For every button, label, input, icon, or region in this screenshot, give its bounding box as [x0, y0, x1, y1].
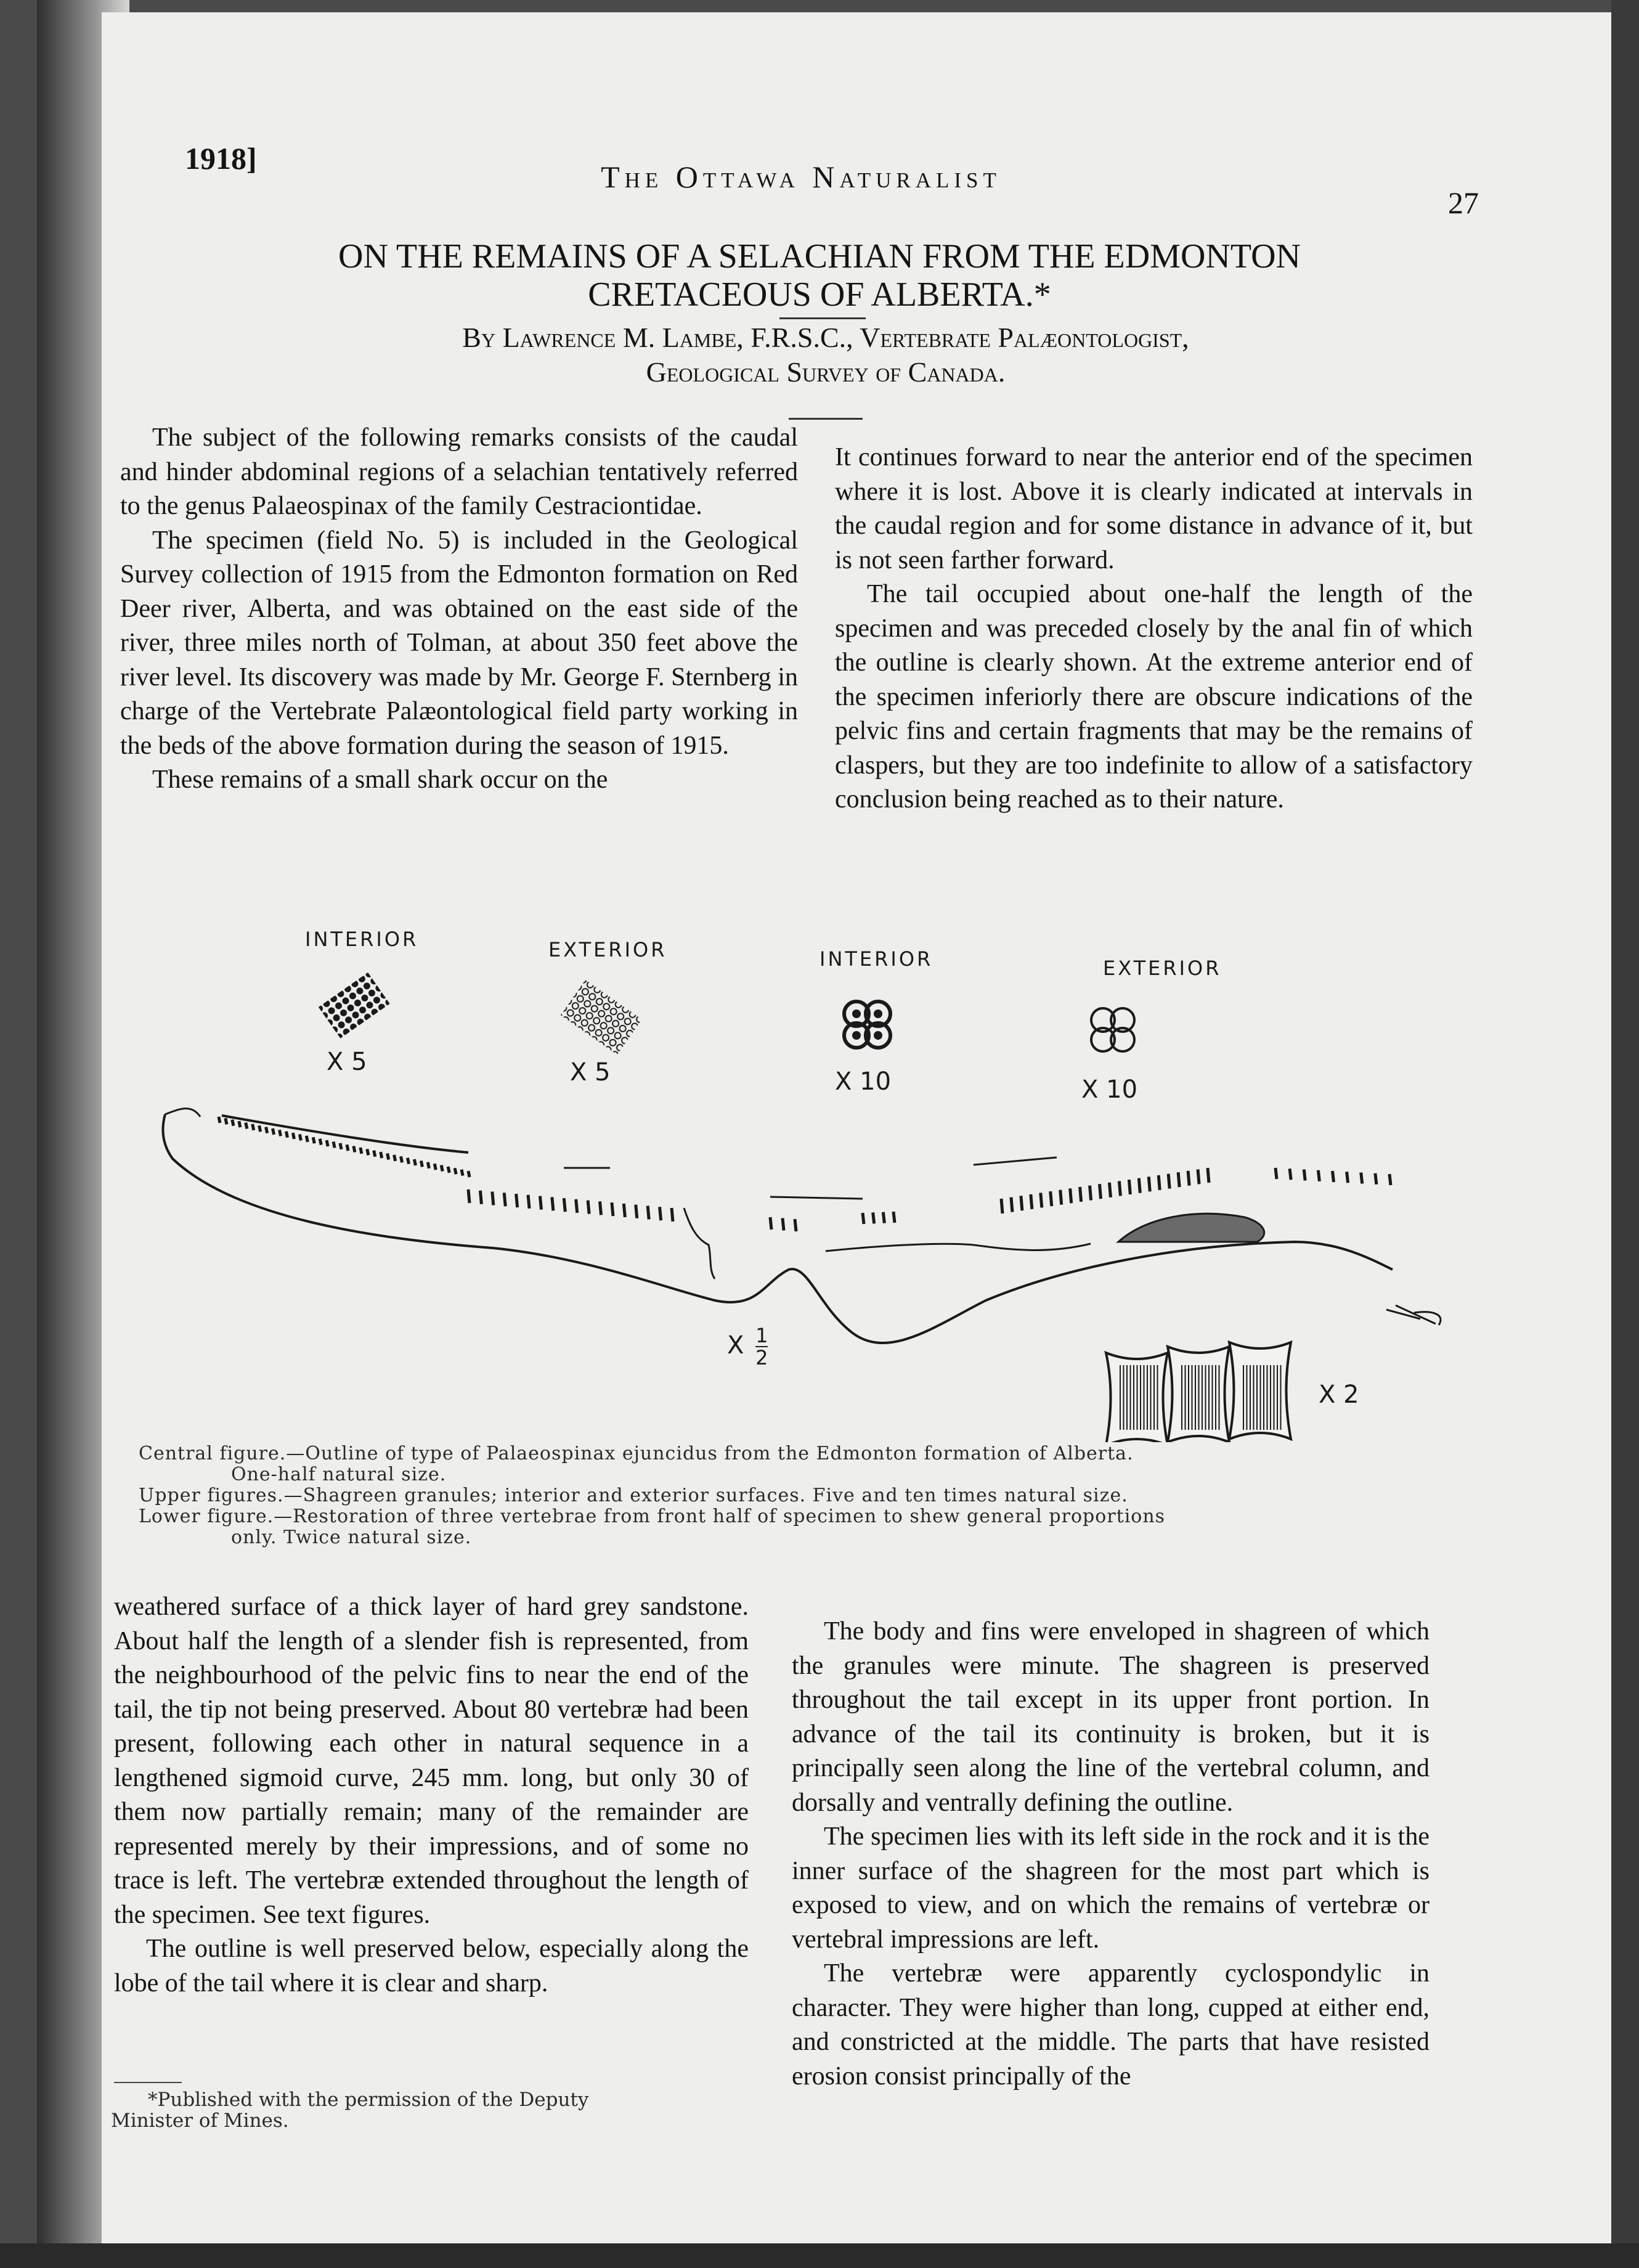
- scale-half-denominator: 2: [755, 1346, 768, 1369]
- vertebra-mark: [347, 1144, 348, 1151]
- vertebra-mark: [1389, 1174, 1391, 1185]
- vertebra-mark: [367, 1149, 368, 1155]
- vertebra-mark: [394, 1155, 396, 1161]
- vertebra-mark: [873, 1212, 874, 1223]
- vertebra-mark: [441, 1165, 442, 1171]
- vertebra-mark: [624, 1204, 625, 1217]
- caption-line: Lower figure.—Restoration of three vertebrae from front half of specimen to shew general proportions: [139, 1506, 1166, 1527]
- paragraph: It continues forward to near the anterior end of the specimen where it is lost. Above it is clearly indicated at intervals in the caudal region and for some distance in advance of it, but is not seen farther forward.: [835, 443, 1473, 574]
- vertebra-mark: [401, 1156, 402, 1162]
- bottom-page-edge: [0, 2243, 1639, 2268]
- vertebra-mark: [360, 1148, 362, 1154]
- vertebra-mark: [1168, 1174, 1169, 1189]
- vertebra-mark: [354, 1146, 355, 1152]
- scale-x5-exterior: X 5: [570, 1058, 611, 1087]
- vertebra-mark: [428, 1162, 429, 1169]
- vertebra-mark: [1051, 1191, 1052, 1206]
- tail-dorsal-lobe: [1118, 1214, 1264, 1242]
- running-head-journal: The Ottawa Naturalist: [601, 160, 1001, 194]
- paragraph: These remains of a small shark occur on the: [152, 765, 608, 794]
- vertebra-mark: [1119, 1181, 1120, 1196]
- figure-caption: [139, 1443, 1482, 1548]
- byline-author: By Lawrence M. Lambe, F.R.S.C., Vertebrate Palæontologist,: [462, 322, 1189, 353]
- vertebra-mark: [1060, 1190, 1062, 1205]
- vertebra-mark: [612, 1202, 613, 1216]
- vertebra-mark: [770, 1217, 771, 1230]
- label-interior-x10: INTERIOR: [820, 947, 933, 971]
- vertebra-mark: [407, 1158, 409, 1164]
- vertebra-mark: [340, 1143, 341, 1149]
- vertebra-mark: [1318, 1170, 1319, 1181]
- shagreen-granule-interior-x10: [844, 1001, 890, 1048]
- vertebra-mark: [516, 1194, 518, 1207]
- vertebra-mark: [1100, 1184, 1101, 1199]
- footnote: [111, 2089, 746, 2131]
- vertebra-mark: [286, 1132, 287, 1138]
- caption-line: only. Twice natural size.: [231, 1527, 472, 1548]
- vertebra-mark: [883, 1212, 884, 1223]
- vertebra-mark: [468, 1171, 470, 1177]
- paragraph: The specimen (field No. 5) is included in the Geological Survey collection of 1915 from the Edmonton formation on Red Deer river, Alberta, and was obtained on the east side of the river, three miles north of Tolman, at about 350 feet above the river level. Its discovery was made by Mr. George F. Sternberg in charge of the Vertebrate Palæontological field party working in the beds of the above formation during the season of 1915.: [120, 526, 798, 760]
- footnote-rule: [114, 2082, 182, 2083]
- vertebra-mark: [273, 1128, 274, 1135]
- vertebra-mark: [660, 1207, 661, 1220]
- vertebra-mark: [306, 1136, 307, 1142]
- paragraph: The vertebræ were apparently cyclospondylic in character. They were higher than long, cupped at either end, and constricted at the middle. The parts that have resisted erosion consist principally of the: [792, 1959, 1430, 2091]
- vertebra-mark: [1158, 1175, 1160, 1190]
- running-head-year: 1918]: [185, 141, 257, 176]
- vertebra-mark: [1304, 1170, 1305, 1181]
- vertebra-mark: [1129, 1180, 1130, 1194]
- vertebra-mark: [672, 1208, 673, 1222]
- paragraph: weathered surface of a thick layer of hard grey sandstone. About half the length of a slender fish is represented, from the neighbourhood of the pelvic fins to near the end of the tail, the tip not being preserved. About 80 vertebræ had been present, following each other in natural sequence in a lengthened sigmoid curve, 245 mm. long, but only 30 of them now partially remain; many of the remainder are represented merely by their impressions, and of some no trace is left. The vertebræ extended throughout the length of the specimen. See text figures.: [114, 1593, 749, 1929]
- vertebra-mark: [576, 1199, 577, 1213]
- shagreen-granule-exterior-x10: [1091, 1008, 1134, 1051]
- vertebra-mark: [588, 1201, 589, 1214]
- footnote-line-1: *Published with the permission of the Deputy: [148, 2089, 589, 2111]
- vertebra-mark: [1347, 1172, 1348, 1183]
- vertebra-mark: [1001, 1199, 1003, 1214]
- vertebra-mark: [1031, 1194, 1032, 1209]
- vertebra-mark: [239, 1121, 240, 1127]
- vertebra-mark: [299, 1135, 301, 1141]
- vertebra-mark: [333, 1141, 335, 1148]
- vertebra-mark: [455, 1168, 456, 1174]
- vertebra-mark: [1275, 1168, 1277, 1179]
- vertebra-mark: [259, 1125, 261, 1132]
- byline-affiliation: Geological Survey of Canada.: [646, 356, 1006, 388]
- vertebra-mark: [1070, 1188, 1072, 1203]
- shagreen-granules-interior-x5: [319, 973, 390, 1038]
- vertebra-mark: [600, 1201, 601, 1215]
- vertebra-mark: [636, 1205, 637, 1218]
- label-interior-x5: INTERIOR: [305, 928, 419, 951]
- vertebra-mark: [253, 1124, 254, 1130]
- paragraph: The body and fins were enveloped in shagreen of which the granules were minute. The shagreen is preserved throughout the tail except in its upper front portion. In advance of the tail its continuity is broken, but it is principally seen along the line of the vertebral column, and dorsally and ventrally defining the outline.: [792, 1617, 1430, 1817]
- vertebra-mark: [313, 1137, 314, 1143]
- vertebra-mark: [1080, 1187, 1081, 1202]
- vertebra-mark: [448, 1167, 449, 1173]
- vertebra-mark: [504, 1193, 505, 1206]
- vertebra-mark: [783, 1218, 784, 1231]
- caption-line: Upper figures.—Shagreen granules; interior and exterior surfaces. Five and ten times natural size.: [139, 1485, 1128, 1506]
- vertebra-mark: [1375, 1173, 1377, 1185]
- vertebra-mark: [795, 1219, 796, 1231]
- vertebra-mark: [1109, 1183, 1110, 1197]
- column-1-bottom: [114, 1590, 749, 2001]
- vertebra-mark: [1149, 1177, 1150, 1191]
- label-exterior-x10: EXTERIOR: [1103, 957, 1222, 980]
- vertebra-mark: [388, 1153, 389, 1159]
- vertebra-mark: [1021, 1196, 1022, 1210]
- vertebra-mark: [374, 1151, 375, 1157]
- vertebra-mark: [246, 1123, 247, 1129]
- scale-x10-interior: X 10: [835, 1067, 892, 1096]
- vertebra-mark: [648, 1205, 649, 1219]
- vertebra-mark: [1090, 1186, 1091, 1201]
- vertebra-mark: [280, 1130, 281, 1136]
- vertebra-mark: [492, 1192, 494, 1205]
- vertebra-mark: [462, 1170, 463, 1176]
- vertebra-mark: [219, 1117, 220, 1123]
- vertebra-mark: [1178, 1172, 1179, 1187]
- scale-half-x: X: [727, 1331, 744, 1360]
- vertebra-mark: [1290, 1169, 1291, 1180]
- vertebra-mark: [564, 1198, 565, 1212]
- paragraph: The outline is well preserved below, especially along the lobe of the tail where it is clear and sharp.: [114, 1935, 749, 1997]
- label-exterior-x5: EXTERIOR: [548, 938, 667, 961]
- article-title-line-2: CRETACEOUS OF ALBERTA.*: [588, 275, 1051, 314]
- vertebra-mark: [1198, 1169, 1199, 1184]
- vertebra-mark: [1139, 1178, 1140, 1193]
- vertebra-mark: [552, 1197, 553, 1210]
- vertebra-mark: [434, 1164, 436, 1170]
- vertebra-mark: [1011, 1197, 1012, 1212]
- vertebra-mark: [1208, 1168, 1209, 1183]
- column-2-bottom: [792, 1615, 1430, 2094]
- scale-half-numerator: 1: [755, 1324, 768, 1347]
- footnote-line-2: Minister of Mines.: [111, 2110, 289, 2132]
- vertebra-mark: [421, 1161, 422, 1167]
- scale-x10-exterior: X 10: [1081, 1075, 1138, 1104]
- vertebra-mark: [293, 1133, 294, 1139]
- vertebra-mark: [528, 1195, 529, 1209]
- page-number: 27: [1448, 186, 1479, 220]
- vertebra-mark: [893, 1212, 895, 1223]
- paragraph: The tail occupied about one-half the length of the specimen and was preceded closely by the anal fin of which the outline is clearly shown. At the extreme anterior end of the specimen inferiorly there are obscure indications of the pelvic fins and certain fragments that may be the remains of claspers, but they are too indefinite to allow of a satisfactory conclusion being reached as to their nature.: [835, 580, 1473, 814]
- scale-x5-interior: X 5: [327, 1048, 367, 1076]
- shagreen-granules-exterior-x5: [561, 980, 642, 1055]
- vertebra-mark: [1333, 1171, 1334, 1182]
- caption-line: One-half natural size.: [231, 1464, 447, 1485]
- vertebra-mark: [232, 1120, 234, 1126]
- vertebra-mark: [320, 1139, 321, 1145]
- scale-x2: X 2: [1319, 1381, 1359, 1409]
- article-title-line-1: ON THE REMAINS OF A SELACHIAN FROM THE EDMONTON: [338, 237, 1301, 275]
- vertebra-mark: [381, 1152, 382, 1158]
- vertebra-mark: [414, 1159, 415, 1165]
- vertebra-mark: [327, 1140, 328, 1146]
- vertebra-mark: [266, 1127, 267, 1133]
- vertebra-mark: [863, 1213, 864, 1224]
- vertebra-mark: [480, 1191, 481, 1204]
- paragraph: The specimen lies with its left side in the rock and it is the inner surface of the shagreen for the most part which is exposed to view, and on which the remains of vertebræ or vertebral impressions are left.: [792, 1822, 1430, 1954]
- vertebra-mark: [1361, 1173, 1362, 1184]
- vertebra-mark: [1188, 1171, 1189, 1186]
- caption-line: Central figure.—Outline of type of Palaeospinax ejuncidus from the Edmonton formation of Alberta.: [139, 1443, 1134, 1464]
- vertebra-mark: [468, 1189, 470, 1203]
- vertebra-mark: [1041, 1193, 1042, 1207]
- paragraph: The subject of the following remarks consists of the caudal and hinder abdominal regions of a selachian tentatively referred to the genus Palaeospinax of the family Cestraciontidae.: [120, 423, 798, 520]
- vertebra-mark: [540, 1196, 541, 1210]
- vertebra-mark: [226, 1118, 227, 1124]
